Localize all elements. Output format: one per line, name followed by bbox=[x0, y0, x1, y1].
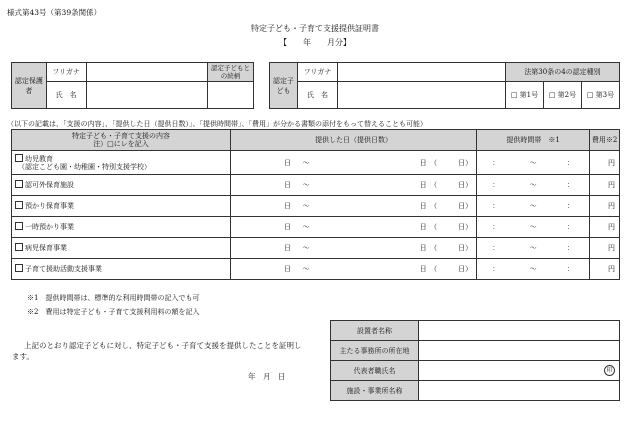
guardian-furigana-field[interactable] bbox=[86, 63, 208, 82]
relation-field[interactable] bbox=[208, 82, 254, 109]
time-field[interactable]: ： 〜 ： bbox=[477, 151, 590, 175]
service-checkbox[interactable] bbox=[15, 264, 23, 272]
period-label: 【 年 月分】 bbox=[279, 38, 351, 47]
end-day-field[interactable]: 日 （ 日） bbox=[317, 196, 477, 217]
guardian-label: 認定保護者 bbox=[12, 63, 47, 109]
representative-label: 代表者職氏名 bbox=[331, 361, 419, 381]
provider-label: 設置者名称 bbox=[331, 321, 419, 341]
service-row bbox=[12, 238, 620, 259]
tilde: 〜 bbox=[295, 196, 317, 217]
service-name-cell bbox=[12, 217, 231, 238]
service-checkbox[interactable] bbox=[15, 201, 23, 209]
child-table bbox=[269, 62, 620, 109]
guardian-name-field[interactable] bbox=[86, 82, 208, 109]
footnote-1: ※1 提供時間帯は、標準的な利用時間帯の記入でも可 bbox=[27, 294, 200, 302]
service-name-cell bbox=[12, 259, 231, 280]
service-checkbox[interactable] bbox=[15, 154, 23, 162]
tilde: 〜 bbox=[295, 151, 317, 175]
tilde: 〜 bbox=[295, 259, 317, 280]
start-day-field[interactable]: 日 bbox=[231, 217, 296, 238]
content-header-sub: 注）□にレを記入 bbox=[93, 140, 149, 148]
tilde: 〜 bbox=[295, 238, 317, 259]
cost-field[interactable]: 円 bbox=[590, 175, 620, 196]
time-field[interactable]: ： 〜 ： bbox=[477, 217, 590, 238]
time-field[interactable]: ： 〜 ： bbox=[477, 196, 590, 217]
guardian-table bbox=[11, 62, 254, 109]
tilde: 〜 bbox=[295, 175, 317, 196]
start-day-field[interactable]: 日 bbox=[231, 238, 296, 259]
cost-field[interactable]: 円 bbox=[590, 259, 620, 280]
category-1-checkbox[interactable]: □ 第1号 bbox=[506, 82, 544, 109]
service-name-cell bbox=[12, 196, 231, 217]
time-field[interactable]: ： 〜 ： bbox=[477, 175, 590, 196]
form-number: 様式第43号（第39条関係） bbox=[7, 8, 102, 17]
facility-name-label: 施設・事業所名称 bbox=[331, 381, 419, 401]
document-title: 特定子ども・子育て支援提供証明書 bbox=[251, 24, 379, 33]
cost-field[interactable]: 円 bbox=[590, 238, 620, 259]
provider-name-field[interactable] bbox=[419, 321, 620, 341]
end-day-field[interactable]: 日 （ 日） bbox=[317, 151, 477, 175]
seal-mark: 印 bbox=[604, 365, 615, 376]
end-day-field[interactable]: 日 （ 日） bbox=[317, 259, 477, 280]
services-table bbox=[11, 129, 620, 280]
category-header: 法第30条の4の認定種別 bbox=[506, 63, 620, 82]
service-row bbox=[12, 175, 620, 196]
cost-header: 費用※2 bbox=[590, 130, 620, 151]
service-row bbox=[12, 217, 620, 238]
cost-field[interactable]: 円 bbox=[590, 217, 620, 238]
tilde: 〜 bbox=[295, 217, 317, 238]
certification-date: 年 月 日 bbox=[248, 372, 286, 381]
service-name: 病児保育事業 bbox=[25, 244, 67, 252]
category-2-checkbox[interactable]: □ 第2号 bbox=[544, 82, 582, 109]
service-row bbox=[12, 151, 620, 175]
instruction-note: （以下の記載は、「支援の内容」、「提供した日（提供日数）」、「提供時間帯」、「費用」が分かる書類の添付をもって替えることも可能） bbox=[7, 120, 427, 128]
service-name-sub: （認定こども園・幼稚園・特別支援学校） bbox=[18, 163, 151, 171]
days-header: 提供した日（提供日数） bbox=[231, 130, 477, 151]
service-name-cell bbox=[12, 238, 231, 259]
service-name: 一時預かり事業 bbox=[25, 223, 74, 231]
cost-field[interactable]: 円 bbox=[590, 151, 620, 175]
service-name: 幼児教育 bbox=[25, 155, 53, 163]
service-checkbox[interactable] bbox=[15, 180, 23, 188]
service-name-cell bbox=[12, 151, 231, 175]
certification-text: 上記のとおり認定子どもに対し、特定子ども・子育て支援を提供したことを証明します。 bbox=[12, 341, 302, 361]
child-furigana-label: フリガナ bbox=[298, 63, 338, 82]
start-day-field[interactable]: 日 bbox=[231, 196, 296, 217]
category-3-checkbox[interactable]: □ 第3号 bbox=[582, 82, 620, 109]
guardian-furigana-label: フリガナ bbox=[46, 63, 86, 82]
service-checkbox[interactable] bbox=[15, 222, 23, 230]
footnote-2: ※2 費用は特定子ども・子育て支援利用料の額を記入 bbox=[27, 308, 200, 316]
content-header bbox=[12, 130, 231, 151]
cost-field[interactable]: 円 bbox=[590, 196, 620, 217]
service-name: 子育て援助活動支援事業 bbox=[25, 265, 102, 273]
child-name-field[interactable] bbox=[338, 82, 506, 109]
facility-name-field[interactable] bbox=[419, 381, 620, 401]
service-row bbox=[12, 196, 620, 217]
relation-label: 認定子どもとの続柄 bbox=[208, 63, 254, 82]
child-name-label: 氏 名 bbox=[298, 82, 338, 109]
time-field[interactable]: ： 〜 ： bbox=[477, 238, 590, 259]
child-label: 認定子ども bbox=[270, 63, 298, 109]
representative-field[interactable] bbox=[419, 361, 620, 381]
end-day-field[interactable]: 日 （ 日） bbox=[317, 217, 477, 238]
end-day-field[interactable]: 日 （ 日） bbox=[317, 175, 477, 196]
content-header-title: 特定子ども・子育て支援の内容 bbox=[72, 132, 170, 140]
service-row bbox=[12, 259, 620, 280]
end-day-field[interactable]: 日 （ 日） bbox=[317, 238, 477, 259]
child-furigana-field[interactable] bbox=[338, 63, 506, 82]
start-day-field[interactable]: 日 bbox=[231, 259, 296, 280]
service-name: 預かり保育事業 bbox=[25, 202, 74, 210]
guardian-name-label: 氏 名 bbox=[46, 82, 86, 109]
time-header: 提供時間帯 ※1 bbox=[477, 130, 590, 151]
time-field[interactable]: ： 〜 ： bbox=[477, 259, 590, 280]
start-day-field[interactable]: 日 bbox=[231, 175, 296, 196]
start-day-field[interactable]: 日 bbox=[231, 151, 296, 175]
office-address-field[interactable] bbox=[419, 341, 620, 361]
service-name: 認可外保育施設 bbox=[25, 181, 74, 189]
service-name-cell bbox=[12, 175, 231, 196]
service-checkbox[interactable] bbox=[15, 243, 23, 251]
provider-table bbox=[330, 320, 620, 401]
office-address-label: 主たる事務所の所在地 bbox=[331, 341, 419, 361]
